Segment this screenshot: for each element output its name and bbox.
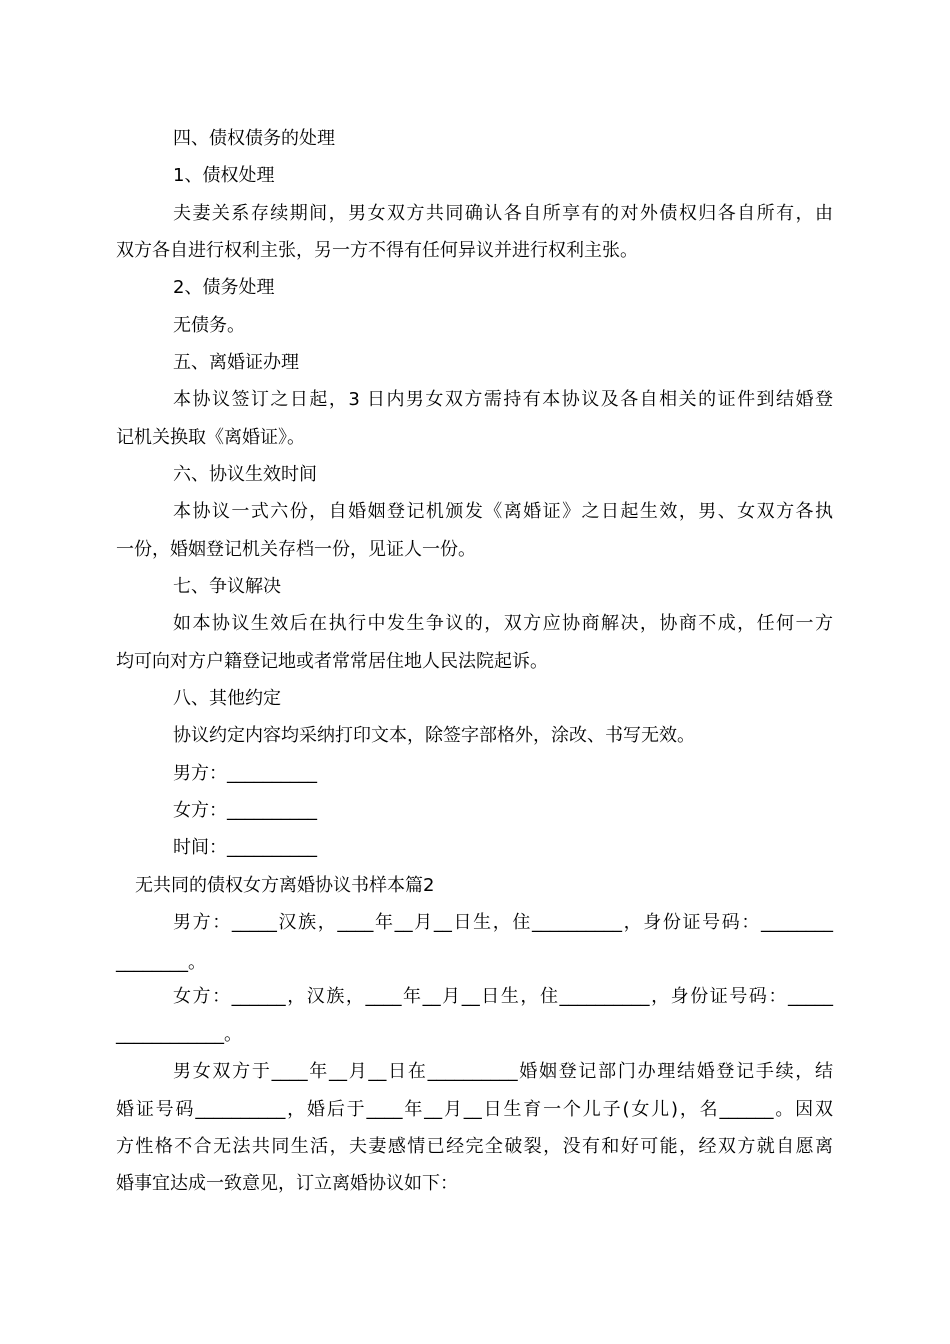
paragraph-line: 记机关换取《离婚证》。 [116,427,305,448]
section-heading-other: 八、其他约定 [173,688,281,709]
signature-date: 时间：__________ [173,837,317,858]
female-info-line: 女方：______，汉族，____年__月__日生，住__________，身份证号码：_____ [173,986,833,1007]
paragraph-line: 本协议签订之日起，3 日内男女双方需持有本协议及各自相关的证件到结婚登 [173,389,833,410]
paragraph-line: 夫妻关系存续期间，男女双方共同确认各自所享有的对外债权归各自所有，由 [173,203,833,224]
male-info-line: ________。 [116,952,206,973]
male-info-line: 男方：_____汉族，____年__月__日生，住__________，身份证号码：________ [173,912,833,933]
paragraph-line: 协议约定内容均采纳打印文本，除签字部格外，涂改、书写无效。 [173,725,695,746]
paragraph-line: 婚事宜达成一致意见，订立离婚协议如下： [116,1173,458,1194]
paragraph-line: 一份，婚姻登记机关存档一份，见证人一份。 [116,539,476,560]
subheading-debts: 2、债务处理 [173,277,275,298]
paragraph-line: 婚证号码__________，婚后于____年__月__日生育一个儿子(女儿)，名______。因双 [116,1099,833,1120]
section-heading-dispute: 七、争议解决 [173,576,281,597]
paragraph-line: 双方各自进行权利主张，另一方不得有任何异议并进行权利主张。 [116,240,638,261]
template-title: 无共同的债权女方离婚协议书样本篇2 [135,875,435,896]
paragraph-line: 如本协议生效后在执行中发生争议的，双方应协商解决，协商不成，任何一方 [173,613,833,634]
paragraph-line: 均可向对方户籍登记地或者常常居住地人民法院起诉。 [116,651,548,672]
section-heading-debts: 四、债权债务的处理 [173,128,335,149]
paragraph-line: 无债务。 [173,315,245,336]
subheading-claims: 1、债权处理 [173,165,275,186]
paragraph-line: 男女双方于____年__月__日在__________婚姻登记部门办理结婚登记手续，结 [173,1061,833,1082]
signature-male: 男方：__________ [173,763,317,784]
signature-female: 女方：__________ [173,800,317,821]
paragraph-line: 本协议一式六份，自婚姻登记机颁发《离婚证》之日起生效，男、女双方各执 [173,501,833,522]
section-heading-certificate: 五、离婚证办理 [173,352,299,373]
female-info-line: ____________。 [116,1024,242,1045]
paragraph-line: 方性格不合无法共同生活，夫妻感情已经完全破裂，没有和好可能，经双方就自愿离 [116,1136,833,1157]
section-heading-effective: 六、协议生效时间 [173,464,317,485]
